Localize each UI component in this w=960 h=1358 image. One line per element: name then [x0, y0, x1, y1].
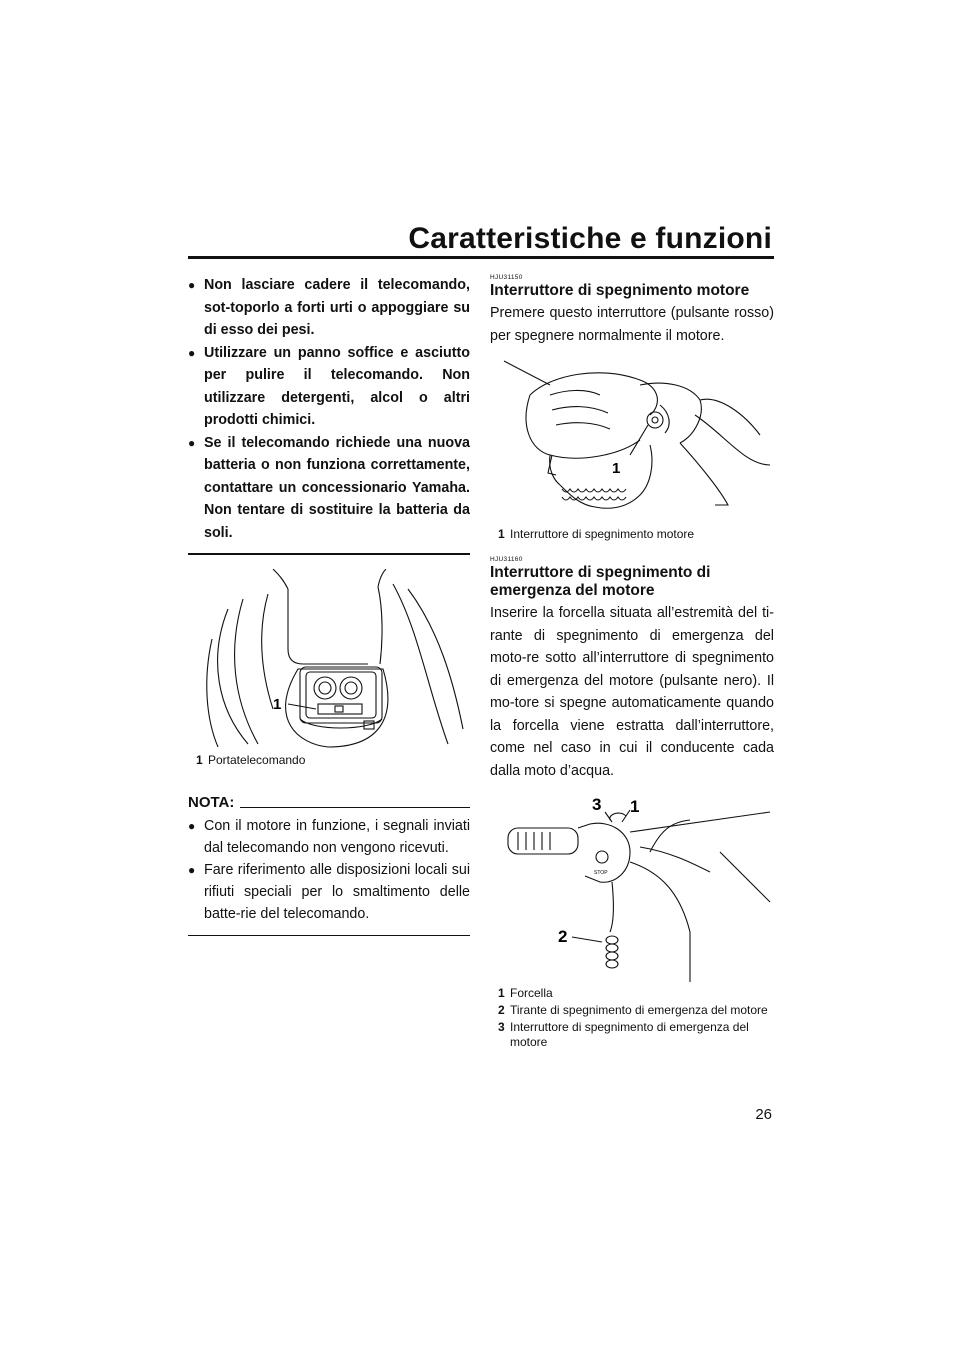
nota-header — [188, 794, 470, 811]
section-body: Premere questo interruttore (pulsante rosso) per spegnere normalmente il motore. — [490, 305, 774, 344]
caption-number: 1 — [498, 986, 505, 1000]
caption-number: 1 — [196, 753, 203, 767]
stop-label: STOP — [594, 870, 608, 876]
caption-text: Forcella — [510, 986, 553, 1000]
bullet-icon: ● — [188, 278, 196, 292]
warning-item — [188, 274, 470, 342]
figure3-callout-3: 3 — [592, 795, 602, 814]
nota-text: Con il motore in funzione, i segnali inviati dal telecomando non vengono ricevuti. — [204, 818, 470, 856]
caption-text: Portatelecomando — [208, 753, 306, 767]
warning-list — [188, 274, 470, 544]
figure3-caption — [498, 986, 774, 1001]
section-title-line: emergenza del motore — [490, 582, 655, 599]
section-code: HJU31150 — [490, 274, 523, 281]
warning-text: Utilizzare un panno soffice e asciutto per pulire il telecomando. Non utilizzare detergenti, alcol o altri prodotti chimici. — [204, 344, 470, 428]
page-number: 26 — [755, 1106, 772, 1123]
emergency-stop-figure — [490, 792, 774, 1050]
warning-text: Non lasciare cadere il telecomando, sot-toporlo a forti urti o appoggiare su di esso dei pesi. — [204, 277, 470, 338]
section-body: Inserire la forcella situata all’estremità del ti-rante di spegnimento di emergenza del moto-re sotto all’interruttore di spegnimento di emergenza del motore (pulsante nero). Il mo-tore si spegne automaticamente quando la forcella viene estratta dall’interruttore, come nel caso in cui il conducente cada dalla moto d’acqua. — [490, 605, 774, 779]
caption-text: Tirante di spegnimento di emergenza del motore — [510, 1003, 768, 1017]
figure1-caption — [196, 753, 470, 768]
section-code: HJU31160 — [490, 556, 523, 563]
nota-rule-line — [240, 807, 470, 808]
remote-holder-illustration — [188, 569, 470, 751]
warning-item — [188, 432, 470, 545]
section-title — [490, 564, 774, 600]
bullet-icon: ● — [188, 435, 196, 450]
bullet-icon: ● — [188, 863, 196, 877]
nota-end-rule — [188, 935, 470, 936]
figure3-caption-list — [490, 986, 774, 1050]
nota-list — [188, 815, 470, 925]
warning-text: Se il telecomando richiede una nuova batteria o non funziona correttamente, contattare un concessionario Yamaha. Non tentare di sostituire la batteria da soli. — [204, 434, 470, 541]
right-column — [490, 274, 774, 1052]
caption-text: Interruttore di spegnimento di emergenza del motore — [510, 1020, 749, 1049]
nota-item — [188, 859, 470, 925]
warning-end-rule — [188, 553, 470, 555]
figure1-callout: 1 — [273, 696, 282, 713]
nota-item — [188, 815, 470, 859]
caption-number: 1 — [498, 527, 505, 541]
emergency-stop-illustration — [490, 792, 774, 984]
bullet-icon: ● — [188, 819, 196, 833]
engine-stop-switch-illustration — [490, 355, 774, 525]
left-column — [188, 274, 470, 936]
warning-item — [188, 342, 470, 432]
section-title-line: Interruttore di spegnimento di — [490, 564, 711, 581]
figure3-caption — [498, 1003, 774, 1018]
page-header-title: Caratteristiche e funzioni — [408, 222, 772, 255]
header-rule — [188, 256, 774, 259]
section-title: Interruttore di spegnimento motore — [490, 282, 750, 299]
engine-stop-figure — [490, 355, 774, 542]
caption-number: 3 — [498, 1020, 505, 1034]
caption-text: Interruttore di spegnimento motore — [510, 527, 695, 541]
remote-holder-figure — [188, 569, 470, 768]
nota-label: NOTA: — [188, 794, 235, 811]
figure3-callout-1: 1 — [630, 797, 640, 816]
bullet-icon: ● — [188, 345, 196, 360]
figure2-callout: 1 — [612, 460, 621, 477]
figure2-caption — [498, 527, 774, 542]
caption-number: 2 — [498, 1003, 505, 1017]
figure3-callout-2: 2 — [558, 927, 568, 946]
figure3-caption — [498, 1020, 774, 1050]
nota-text: Fare riferimento alle disposizioni locali sui rifiuti speciali per lo smaltimento delle batte-rie del telecomando. — [204, 862, 470, 922]
